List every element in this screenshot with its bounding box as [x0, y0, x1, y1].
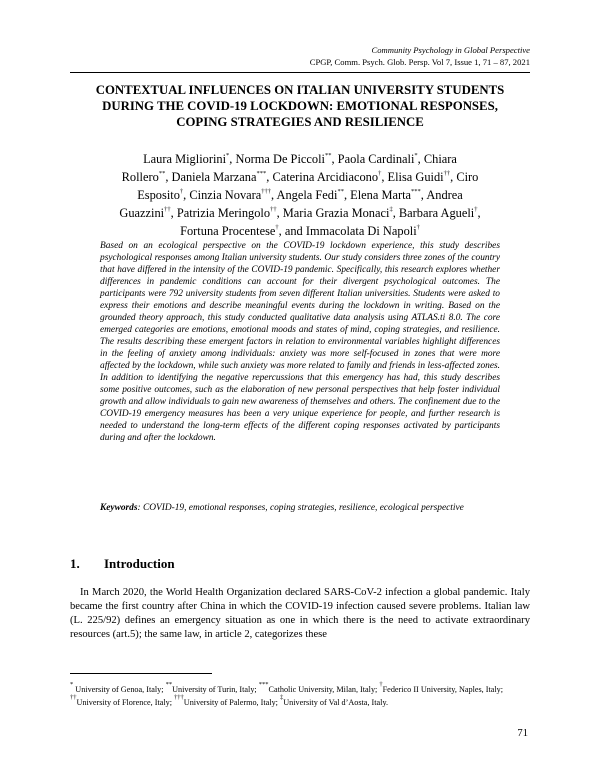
author-line: [90, 204, 510, 222]
footnote-rule: [70, 673, 212, 674]
author-name: Elisa Guidi: [387, 170, 444, 184]
author-name: Fortuna Procentese: [180, 224, 276, 238]
author-affiliation-mark: ***: [411, 188, 421, 195]
author-line: [90, 168, 510, 186]
author-affiliation-mark: ***: [256, 170, 267, 177]
author-name: Daniela Marzana: [171, 170, 257, 184]
author-name-first: Andrea: [426, 188, 463, 202]
author-name-first: Ciro: [456, 170, 479, 184]
author-separator: , and: [278, 224, 306, 238]
author-separator: ,: [165, 170, 172, 184]
section-heading: [70, 556, 175, 572]
author-affiliation-mark: ‡: [389, 206, 393, 213]
keywords: [100, 502, 500, 514]
author-separator: ,: [229, 152, 236, 166]
author-separator: ,: [381, 170, 388, 184]
section-title: Introduction: [104, 556, 175, 571]
author-name: Paola Cardinali: [337, 152, 415, 166]
author-line: [90, 186, 510, 204]
footnote-mark: *: [70, 681, 74, 688]
footnote-mark: †: [379, 681, 383, 688]
author-name: Laura Migliorini: [143, 152, 227, 166]
author-affiliation-mark: †: [275, 224, 279, 231]
body-paragraph: In March 2020, the World Health Organization declared SARS-CoV-2 infection a global pandemic. Italy became the first country after China in which the COVID-19 infection caused severe problems. Italian law (L. 225/92) defines an emergency situation as one in which there is the need to activate extraordinary resources (art.5); the same law, in article 2, categorizes these: [70, 587, 530, 640]
footnote-affiliation: University of Florence, Italy;: [76, 698, 175, 707]
title-line: COPING STRATEGIES AND RESILIENCE: [176, 115, 424, 129]
author-affiliation-mark: *: [226, 152, 230, 159]
author-name-first: Chiara: [423, 152, 457, 166]
author-separator: ,: [420, 188, 427, 202]
footnote-affiliation: Catholic University, Milan, Italy;: [268, 685, 380, 694]
footnote-affiliation: University of Val d’Aosta, Italy.: [283, 698, 389, 707]
abstract: Based on an ecological perspective on the COVID-19 lockdown experience, this study describes psychological responses among Italian university students. Our study considers three zones of the country that have differed in the intensity of the COVID-19 pandemic. Specifically, this research explores whether differences in pandemic conditions can account for their divergent psychological outcomes. The participants were 792 university students from seven different Italian universities. Students were asked to express their emotions and describe meaningful events during the lockdown in writing. Based on the grounded theory approach, this study conducted qualitative data analysis using ATLAS.ti 8.0. The core emerged categories are emotions, emotional moods and states of mind, coping strategies, and resilience. The results describing these emergent factors in relation to environmental variables highlight differences in the feeling of anxiety among individuals: anxiety was more self-focused in zones that were more affected by the lockdown, while such anxiety was more related to family and friends in less-affected zones. In addition to identifying the negative repercussions that this emergency has had, this study describes some positive outcomes, such as the elaboration of new personal perspectives that help foster individual growth and allow individuals to gain new awareness of themselves and others. The confinement due to the COVID-19 emergency measures has been a very unique experience for people, and further research is needed to understand the long-term effects of the different coping responses activated by participants during and after the lockdown.: [100, 241, 500, 443]
author-affiliation-mark: †: [179, 188, 184, 195]
footnote-mark: †††: [174, 694, 184, 701]
author-line: [90, 150, 510, 168]
author-name: Maria Grazia Monaci: [282, 206, 390, 220]
author-name-last: Guazzini: [119, 206, 165, 220]
author-separator: ,: [266, 170, 273, 184]
author-affiliation-mark: **: [324, 152, 332, 159]
footnote-affiliation: Federico II University, Naples, Italy;: [382, 685, 504, 694]
author-name: Barbara Agueli: [398, 206, 475, 220]
author-separator: ,: [417, 152, 424, 166]
footnote-mark: **: [165, 681, 173, 688]
author-separator: ,: [271, 188, 277, 202]
footnote-mark: ††: [70, 694, 77, 701]
section-number: 1.: [70, 556, 80, 571]
author-affiliation-mark: †: [474, 206, 478, 213]
author-separator: ,: [392, 206, 399, 220]
author-affiliation-mark: *: [414, 152, 418, 159]
author-separator: ,: [343, 188, 351, 202]
author-separator: ,: [477, 206, 481, 220]
author-separator: ,: [170, 206, 177, 220]
header-rule: [70, 72, 530, 73]
keywords-label: Keywords: [100, 503, 138, 513]
page-number: 71: [517, 728, 528, 739]
running-header-citation: CPGP, Comm. Psych. Glob. Persp. Vol 7, Issue 1, 71 – 87, 2021: [309, 57, 530, 67]
footnote-mark: ***: [258, 681, 269, 688]
footnote-mark: ‡: [279, 694, 284, 701]
author-affiliation-mark: **: [337, 188, 344, 195]
author-separator: ,: [331, 152, 338, 166]
footnote-affiliation: University of Palermo, Italy;: [183, 698, 280, 707]
author-separator: ,: [183, 188, 190, 202]
author-name: Immacolata Di Napoli: [305, 224, 417, 238]
author-name: Caterina Arcidiacono: [272, 170, 379, 184]
author-separator: ,: [276, 206, 283, 220]
author-name: Norma De Piccoli: [235, 152, 325, 166]
author-name-last: Rollero: [121, 170, 159, 184]
footnote-affiliation: University of Genoa, Italy;: [73, 685, 166, 694]
author-affiliation-mark: ††: [164, 206, 171, 213]
author-affiliation-mark: †: [416, 224, 420, 231]
author-name: Patrizia Meringolo: [176, 206, 271, 220]
author-affiliation-mark: ††: [270, 206, 277, 213]
footnote-affiliation: University of Turin, Italy;: [172, 685, 259, 694]
author-affiliation-mark: ††: [443, 170, 451, 177]
title-line: CONTEXTUAL INFLUENCES ON ITALIAN UNIVERSITY STUDENTS: [95, 83, 505, 97]
author-separator: ,: [450, 170, 457, 184]
author-name-last: Esposito: [137, 188, 180, 202]
author-name: Cinzia Novara: [189, 188, 262, 202]
author-affiliation-mark: **: [158, 170, 166, 177]
title-line: DURING THE COVID-19 LOCKDOWN: EMOTIONAL RESPONSES,: [102, 99, 498, 113]
author-name: Elena Marta: [350, 188, 412, 202]
author-list: [90, 150, 510, 240]
author-affiliation-mark: †: [378, 170, 382, 177]
running-header-journal: Community Psychology in Global Perspective: [371, 45, 530, 55]
author-name: Angela Fedi: [276, 188, 338, 202]
affiliations-footnote: [70, 683, 530, 709]
paper-title: [70, 82, 530, 130]
author-line: [90, 222, 510, 240]
keywords-text: : COVID-19, emotional responses, coping strategies, resilience, ecological perspective: [137, 503, 464, 513]
author-affiliation-mark: †††: [261, 188, 272, 195]
